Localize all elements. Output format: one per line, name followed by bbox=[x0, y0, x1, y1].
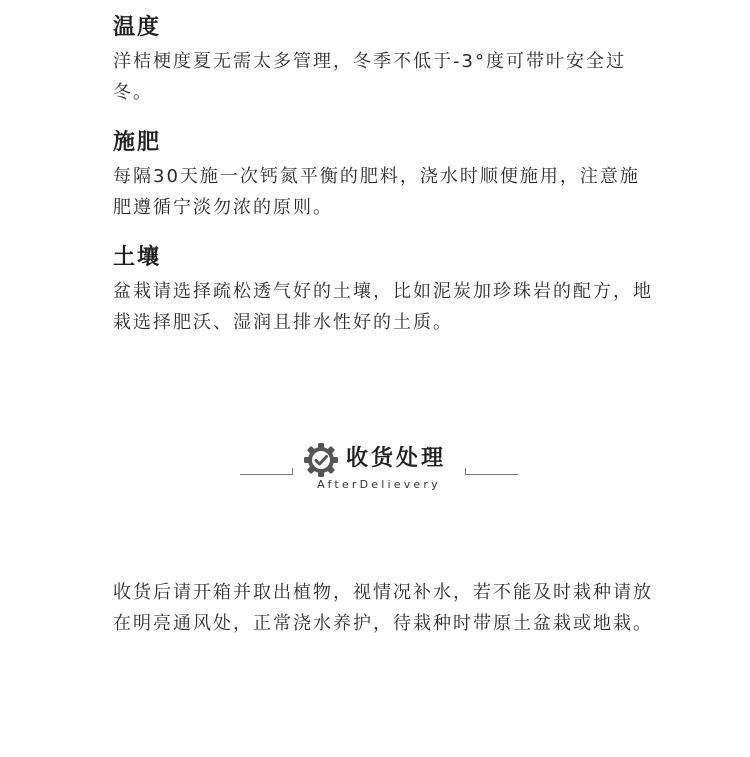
fertilizer-text: 每隔30天施一次钙氮平衡的肥料，浇水时顺便施用，注意施肥遵循宁淡勿浓的原则。 bbox=[113, 166, 640, 218]
after-delivery-subtitle: AfterDelievery bbox=[317, 478, 441, 491]
after-delivery-text: 收货后请开箱并取出植物，视情况补水，若不能及时栽种请放在明亮通风处，正常浇水养护，待栽种时带原土盆栽或地栽。 bbox=[113, 582, 653, 634]
divider-rule-left bbox=[240, 468, 293, 475]
soil-text: 盆栽请选择疏松透气好的土壤，比如泥炭加珍珠岩的配方，地栽选择肥沃、湿润且排水性好的土质。 bbox=[113, 281, 653, 333]
check-badge-icon bbox=[303, 442, 339, 478]
fertilizer-heading: 施肥 bbox=[113, 130, 162, 155]
after-delivery-divider bbox=[240, 440, 518, 496]
temperature-section bbox=[113, 14, 653, 108]
temperature-text: 洋桔梗度夏无需太多管理，冬季不低于-3°度可带叶安全过冬。 bbox=[113, 51, 626, 103]
fertilizer-section bbox=[113, 129, 653, 223]
temperature-heading: 温度 bbox=[113, 15, 162, 40]
after-delivery-title: 收货处理 bbox=[346, 446, 447, 471]
soil-heading: 土壤 bbox=[113, 245, 162, 270]
soil-section bbox=[113, 244, 653, 338]
divider-rule-right bbox=[465, 468, 518, 475]
after-delivery-section bbox=[113, 577, 653, 639]
